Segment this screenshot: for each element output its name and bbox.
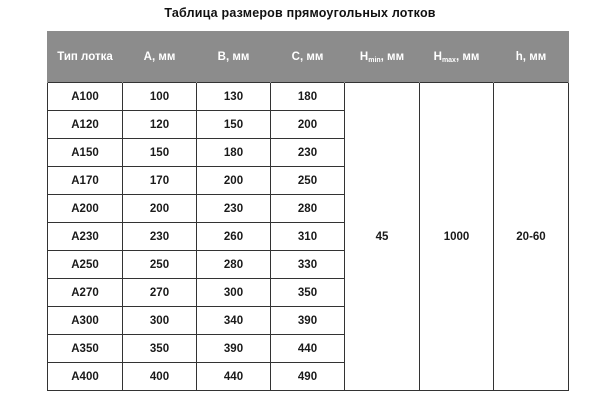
- header-a: [123, 31, 197, 83]
- cell-a: 250: [123, 251, 197, 279]
- cell-b: 230: [197, 195, 271, 223]
- header-unit: , мм: [380, 50, 405, 63]
- tray-sizes-table: [47, 31, 569, 391]
- cell-a: 150: [123, 139, 197, 167]
- cell-b: 390: [197, 335, 271, 363]
- cell-tray-type: A230: [48, 223, 123, 251]
- cell-tray-type: A300: [48, 307, 123, 335]
- header-label: H: [359, 50, 369, 63]
- cell-b: 130: [197, 83, 271, 111]
- cell-tray-type: A120: [48, 111, 123, 139]
- cell-tray-type: A400: [48, 363, 123, 391]
- cell-a: 120: [123, 111, 197, 139]
- cell-a: 230: [123, 223, 197, 251]
- header-label: C, мм: [291, 50, 324, 63]
- cell-tray-type: A170: [48, 167, 123, 195]
- cell-b: 280: [197, 251, 271, 279]
- cell-a: 350: [123, 335, 197, 363]
- table-body: [48, 83, 569, 391]
- cell-a: 100: [123, 83, 197, 111]
- header-label: h, мм: [515, 50, 547, 63]
- cell-c: 390: [271, 307, 345, 335]
- cell-c: 490: [271, 363, 345, 391]
- cell-a: 270: [123, 279, 197, 307]
- cell-a: 300: [123, 307, 197, 335]
- cell-b: 440: [197, 363, 271, 391]
- cell-c: 200: [271, 111, 345, 139]
- cell-tray-type: A150: [48, 139, 123, 167]
- cell-c: 250: [271, 167, 345, 195]
- cell-b: 150: [197, 111, 271, 139]
- cell-c: 180: [271, 83, 345, 111]
- header-hmin: [345, 31, 420, 83]
- cell-tray-type: A270: [48, 279, 123, 307]
- cell-b: 200: [197, 167, 271, 195]
- cell-c: 310: [271, 223, 345, 251]
- header-subscript: min: [368, 56, 381, 64]
- cell-tray-type: A100: [48, 83, 123, 111]
- cell-h-merged: 20-60: [494, 83, 569, 391]
- cell-c: 440: [271, 335, 345, 363]
- cell-b: 260: [197, 223, 271, 251]
- cell-a: 170: [123, 167, 197, 195]
- header-h: [494, 31, 569, 83]
- cell-tray-type: A250: [48, 251, 123, 279]
- table-row: [48, 83, 569, 111]
- header-c: [271, 31, 345, 83]
- table-title: Таблица размеров прямоугольных лотков: [164, 6, 436, 20]
- header-row: [48, 31, 569, 83]
- cell-hmax-merged: 1000: [420, 83, 494, 391]
- header-label: B, мм: [217, 50, 250, 63]
- header-hmax: [420, 31, 494, 83]
- cell-tray-type: A200: [48, 195, 123, 223]
- header-b: [197, 31, 271, 83]
- header-label: Тип лотка: [57, 50, 113, 63]
- header-tray-type: [48, 31, 123, 83]
- header-unit: , мм: [455, 50, 480, 63]
- header-label: H: [433, 50, 442, 63]
- cell-b: 300: [197, 279, 271, 307]
- cell-b: 180: [197, 139, 271, 167]
- cell-c: 230: [271, 139, 345, 167]
- table-header: [48, 31, 569, 83]
- cell-c: 280: [271, 195, 345, 223]
- cell-b: 340: [197, 307, 271, 335]
- cell-c: 330: [271, 251, 345, 279]
- cell-a: 400: [123, 363, 197, 391]
- cell-hmin-merged: 45: [345, 83, 420, 391]
- header-label: A, мм: [143, 50, 176, 63]
- header-subscript: max: [441, 56, 456, 64]
- cell-tray-type: A350: [48, 335, 123, 363]
- cell-a: 200: [123, 195, 197, 223]
- cell-c: 350: [271, 279, 345, 307]
